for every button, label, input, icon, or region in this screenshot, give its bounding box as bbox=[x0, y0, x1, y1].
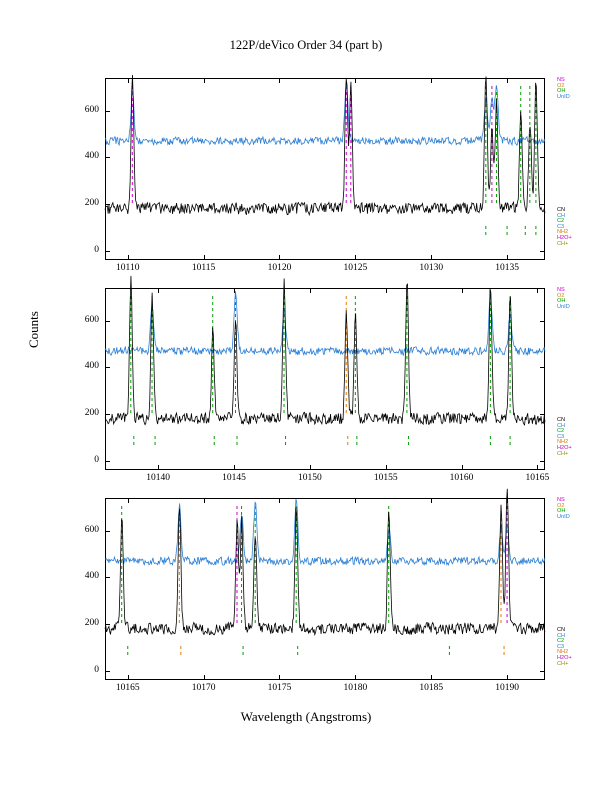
x-tick bbox=[507, 498, 508, 503]
x-tick bbox=[386, 465, 387, 470]
legend-entry-ch: CH+ bbox=[557, 240, 569, 247]
x-tick-label: 10185 bbox=[419, 683, 444, 693]
y-tick-label: 200 bbox=[84, 198, 99, 208]
y-tick bbox=[540, 111, 545, 112]
spectrum-trace bbox=[105, 291, 545, 355]
y-tick-label: 600 bbox=[84, 104, 99, 115]
x-tick bbox=[462, 465, 463, 470]
y-tick bbox=[105, 251, 110, 252]
legend-entry-h2o: H2O+ bbox=[557, 654, 572, 661]
x-tick-label: 10115 bbox=[191, 263, 216, 273]
x-tick bbox=[128, 498, 129, 503]
y-tick bbox=[540, 624, 545, 625]
x-tick-label: 10160 bbox=[449, 473, 474, 483]
y-tick bbox=[540, 157, 545, 158]
legend-entry-ns: NS bbox=[557, 497, 565, 503]
x-tick-label: 10125 bbox=[343, 263, 368, 273]
legend-entry-ch: CH+ bbox=[557, 660, 569, 667]
legend-entry-nh2: NH2 bbox=[557, 439, 569, 446]
panel-middle bbox=[105, 288, 545, 470]
y-tick-label: 600 bbox=[84, 314, 99, 325]
y-tick bbox=[105, 367, 110, 368]
legend-entry-cn: CN bbox=[557, 207, 566, 213]
x-tick bbox=[507, 675, 508, 680]
legend-entry-o2: O2 bbox=[557, 82, 565, 89]
y-tick-label: 0 bbox=[94, 454, 99, 465]
spectrum-plot bbox=[105, 288, 545, 470]
x-tick bbox=[355, 78, 356, 83]
y-tick bbox=[540, 531, 545, 532]
legend-entry-oh: OH bbox=[557, 508, 566, 515]
y-tick bbox=[105, 531, 110, 532]
y-tick bbox=[540, 461, 545, 462]
y-tick bbox=[105, 157, 110, 158]
y-tick-label: 400 bbox=[84, 151, 99, 162]
x-tick bbox=[355, 498, 356, 503]
legend-entry-ch: CH bbox=[557, 632, 566, 639]
legend-entry-nh2: NH2 bbox=[557, 649, 569, 656]
x-tick bbox=[310, 465, 311, 470]
x-tick bbox=[537, 288, 538, 293]
x-tick bbox=[431, 255, 432, 260]
x-tick bbox=[355, 675, 356, 680]
spectrum-plot bbox=[105, 78, 545, 260]
x-tick-label: 10180 bbox=[343, 683, 368, 693]
x-tick-label: 10170 bbox=[191, 683, 216, 693]
panel-bottom bbox=[105, 498, 545, 680]
legend-entry-h2o: H2O+ bbox=[557, 234, 572, 241]
legend-entry-ns: NS bbox=[557, 77, 565, 83]
x-tick-label: 10190 bbox=[495, 683, 519, 693]
legend-entry-ch: CH+ bbox=[557, 450, 569, 457]
legend-entry-ch: CH bbox=[557, 212, 566, 219]
legend-entry-c3: C3 bbox=[557, 643, 565, 650]
x-tick bbox=[128, 255, 129, 260]
y-tick bbox=[105, 204, 110, 205]
legend-bottom-panel-1 bbox=[557, 208, 572, 247]
legend-top-panel-3 bbox=[557, 498, 570, 520]
x-tick bbox=[310, 288, 311, 293]
legend-entry-o2: O2 bbox=[557, 292, 565, 299]
legend-entry-c2: C2 bbox=[557, 638, 565, 645]
y-tick bbox=[105, 414, 110, 415]
legend-entry-unid: UnID bbox=[557, 513, 570, 520]
y-tick bbox=[105, 461, 110, 462]
x-tick-label: 10145 bbox=[222, 473, 246, 483]
y-tick bbox=[540, 671, 545, 672]
spectrum-trace bbox=[105, 83, 545, 145]
legend-entry-c2: C2 bbox=[557, 428, 565, 435]
x-tick-label: 10140 bbox=[146, 473, 170, 483]
legend-entry-oh: OH bbox=[557, 88, 566, 95]
x-tick bbox=[431, 78, 432, 83]
x-tick bbox=[355, 255, 356, 260]
spectrum-trace bbox=[105, 75, 545, 215]
y-tick-label: 600 bbox=[84, 524, 99, 535]
y-tick-label: 200 bbox=[84, 618, 99, 628]
x-tick bbox=[386, 288, 387, 293]
legend-entry-unid: UnID bbox=[557, 93, 570, 100]
y-tick bbox=[540, 321, 545, 322]
x-tick-label: 10130 bbox=[419, 263, 444, 273]
y-tick bbox=[105, 671, 110, 672]
legend-bottom-panel-3 bbox=[557, 628, 572, 667]
y-tick bbox=[540, 367, 545, 368]
y-tick-label: 200 bbox=[84, 408, 99, 418]
legend-bottom-panel-2 bbox=[557, 418, 572, 457]
x-tick bbox=[204, 675, 205, 680]
x-tick-label: 10165 bbox=[525, 473, 550, 483]
x-tick-label: 10150 bbox=[297, 473, 322, 483]
legend-entry-c3: C3 bbox=[557, 223, 565, 230]
y-axis-label: Counts bbox=[26, 311, 41, 348]
x-tick bbox=[158, 288, 159, 293]
x-tick bbox=[507, 78, 508, 83]
spectrum-trace bbox=[105, 499, 545, 565]
y-tick-label: 400 bbox=[84, 571, 99, 582]
spectrum-plot bbox=[105, 498, 545, 680]
x-tick bbox=[431, 675, 432, 680]
legend-entry-unid: UnID bbox=[557, 303, 570, 310]
legend-entry-c2: C2 bbox=[557, 218, 565, 225]
x-tick bbox=[204, 498, 205, 503]
legend-entry-cn: CN bbox=[557, 627, 566, 633]
y-tick-label: 0 bbox=[94, 664, 99, 675]
x-tick bbox=[279, 78, 280, 83]
y-tick bbox=[105, 624, 110, 625]
x-tick bbox=[537, 465, 538, 470]
legend-top-panel-1 bbox=[557, 78, 570, 100]
x-tick bbox=[234, 465, 235, 470]
x-tick bbox=[234, 288, 235, 293]
x-tick bbox=[279, 255, 280, 260]
legend-entry-ns: NS bbox=[557, 287, 565, 293]
legend-entry-cn: CN bbox=[557, 417, 566, 423]
x-tick bbox=[279, 675, 280, 680]
x-tick bbox=[204, 255, 205, 260]
x-tick-label: 10110 bbox=[116, 263, 140, 273]
legend-entry-oh: OH bbox=[557, 298, 566, 305]
legend-entry-c3: C3 bbox=[557, 433, 565, 440]
x-tick bbox=[279, 498, 280, 503]
x-tick-label: 10155 bbox=[373, 473, 398, 483]
legend-entry-h2o: H2O+ bbox=[557, 444, 572, 451]
y-tick bbox=[540, 204, 545, 205]
x-tick bbox=[158, 465, 159, 470]
x-tick bbox=[128, 675, 129, 680]
x-tick-label: 10135 bbox=[495, 263, 519, 273]
y-tick-label: 400 bbox=[84, 361, 99, 372]
legend-entry-ch: CH bbox=[557, 422, 566, 429]
x-axis-label: Wavelength (Angstroms) bbox=[240, 709, 372, 724]
y-tick-label: 0 bbox=[94, 244, 99, 255]
x-tick-label: 10120 bbox=[267, 263, 292, 273]
legend-entry-nh2: NH2 bbox=[557, 229, 569, 236]
x-tick-label: 10175 bbox=[267, 683, 292, 693]
y-tick bbox=[540, 577, 545, 578]
x-tick-label: 10165 bbox=[115, 683, 140, 693]
y-tick bbox=[540, 251, 545, 252]
y-tick bbox=[105, 577, 110, 578]
legend-top-panel-2 bbox=[557, 288, 570, 310]
x-tick bbox=[204, 78, 205, 83]
x-tick bbox=[431, 498, 432, 503]
y-tick bbox=[540, 414, 545, 415]
legend-entry-o2: O2 bbox=[557, 502, 565, 509]
x-tick bbox=[507, 255, 508, 260]
panel-top bbox=[105, 78, 545, 260]
x-tick bbox=[462, 288, 463, 293]
x-tick bbox=[128, 78, 129, 83]
y-tick bbox=[105, 321, 110, 322]
page-title: 122P/deVico Order 34 (part b) bbox=[229, 38, 383, 52]
y-tick bbox=[105, 111, 110, 112]
